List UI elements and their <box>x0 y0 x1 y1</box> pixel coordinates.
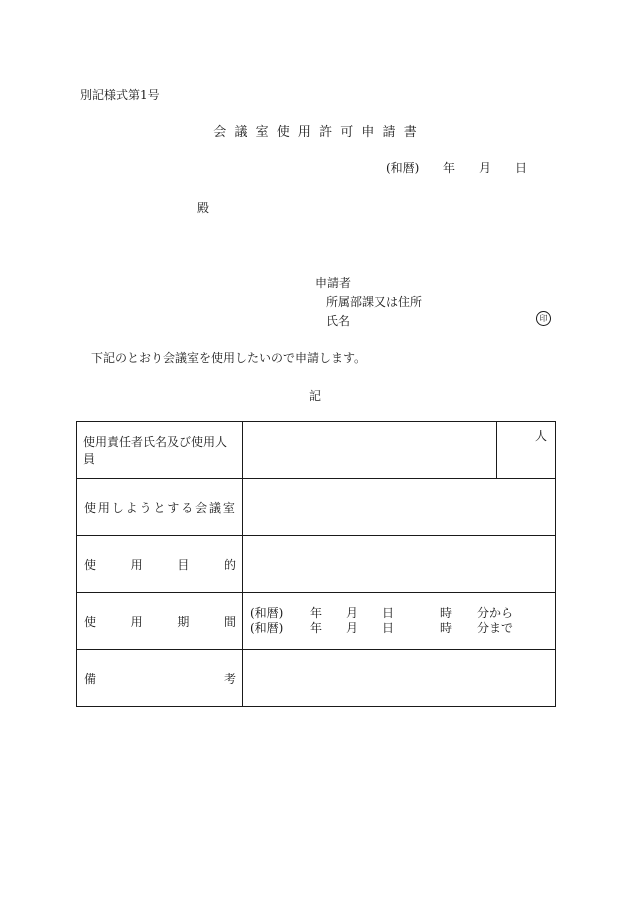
label-char: 的 <box>223 557 236 572</box>
purpose-label-cell <box>77 536 243 593</box>
label-char: 使 <box>84 500 98 515</box>
room-label <box>77 499 242 516</box>
period-from-month: 月 <box>346 606 359 620</box>
label-char: し <box>111 500 125 515</box>
label-char: 用 <box>130 614 143 629</box>
unit-label: 人 <box>534 429 547 443</box>
application-table <box>76 421 556 707</box>
period-from-day: 日 <box>382 606 395 620</box>
room-input-cell[interactable] <box>243 479 556 536</box>
table-row <box>77 479 556 536</box>
seal-icon: 印 <box>536 311 551 326</box>
document-title <box>0 121 630 140</box>
intro-text: 下記のとおり会議室を使用したいので申請します。 <box>91 351 367 365</box>
label-char: 考 <box>223 671 236 686</box>
label-char: 備 <box>84 671 97 686</box>
period-from-line <box>250 606 555 621</box>
title-char: 許 <box>319 125 333 140</box>
label-char: る <box>181 500 195 515</box>
period-lines <box>243 606 555 636</box>
label-char: 使 <box>84 614 97 629</box>
name-label: 氏名 <box>326 314 351 328</box>
table-row <box>77 422 556 479</box>
attendees-count-cell[interactable] <box>497 422 556 479</box>
addressee-suffix: 殿 <box>197 201 210 215</box>
form-number: 別記様式第1号 <box>80 88 160 102</box>
period-to-hour: 時 <box>440 621 453 635</box>
affiliation-label: 所属部課又は住所 <box>326 295 423 309</box>
label-char: と <box>153 500 167 515</box>
period-to-month: 月 <box>346 621 359 635</box>
table-row <box>77 650 556 707</box>
purpose-label <box>77 556 242 573</box>
period-from-minute: 分から <box>477 606 514 620</box>
label-char: 議 <box>209 500 223 515</box>
remarks-label <box>77 670 242 687</box>
title-char: 用 <box>297 125 311 140</box>
purpose-input-cell[interactable] <box>243 536 556 593</box>
period-to-line <box>250 621 555 636</box>
period-to-year: 年 <box>310 621 323 635</box>
table-row <box>77 536 556 593</box>
title-char: 請 <box>382 125 396 140</box>
date-month: 月 <box>479 161 492 175</box>
responsible-person-label-cell <box>77 422 243 479</box>
title-char: 可 <box>340 125 354 140</box>
label-char: 使 <box>84 557 97 572</box>
title-char: 室 <box>255 125 269 140</box>
date-year: 年 <box>443 161 456 175</box>
period-label <box>77 613 242 630</box>
label-char: う <box>139 500 153 515</box>
title-char: 会 <box>213 125 227 140</box>
remarks-input-cell[interactable] <box>243 650 556 707</box>
label-char: 用 <box>97 500 111 515</box>
label-char: 期 <box>177 614 190 629</box>
period-to-day: 日 <box>382 621 395 635</box>
period-from-era: (和暦) <box>250 606 284 620</box>
table-row <box>77 593 556 650</box>
title-char: 申 <box>361 125 375 140</box>
label-char: 室 <box>222 500 236 515</box>
date-line <box>386 159 527 176</box>
remarks-label-cell <box>77 650 243 707</box>
date-era: (和暦) <box>386 161 420 175</box>
label-char: 会 <box>195 500 209 515</box>
ki-heading: 記 <box>308 389 321 403</box>
responsible-person-input-cell[interactable] <box>243 422 497 479</box>
label-char: よ <box>125 500 139 515</box>
period-input-cell[interactable] <box>243 593 556 650</box>
period-from-year: 年 <box>310 606 323 620</box>
title-char: 書 <box>403 125 417 140</box>
label-char: 間 <box>223 614 236 629</box>
period-to-minute: 分まで <box>477 621 514 635</box>
label-char: す <box>167 500 181 515</box>
date-day: 日 <box>515 161 528 175</box>
period-to-era: (和暦) <box>250 621 284 635</box>
room-label-cell <box>77 479 243 536</box>
label-char: 目 <box>177 557 190 572</box>
responsible-person-label: 使用責任者氏名及び使用人員 <box>83 435 228 466</box>
period-label-cell <box>77 593 243 650</box>
title-char: 議 <box>234 125 248 140</box>
label-char: 用 <box>130 557 143 572</box>
applicant-label: 申請者 <box>315 276 352 290</box>
period-from-hour: 時 <box>440 606 453 620</box>
title-char: 使 <box>276 125 290 140</box>
